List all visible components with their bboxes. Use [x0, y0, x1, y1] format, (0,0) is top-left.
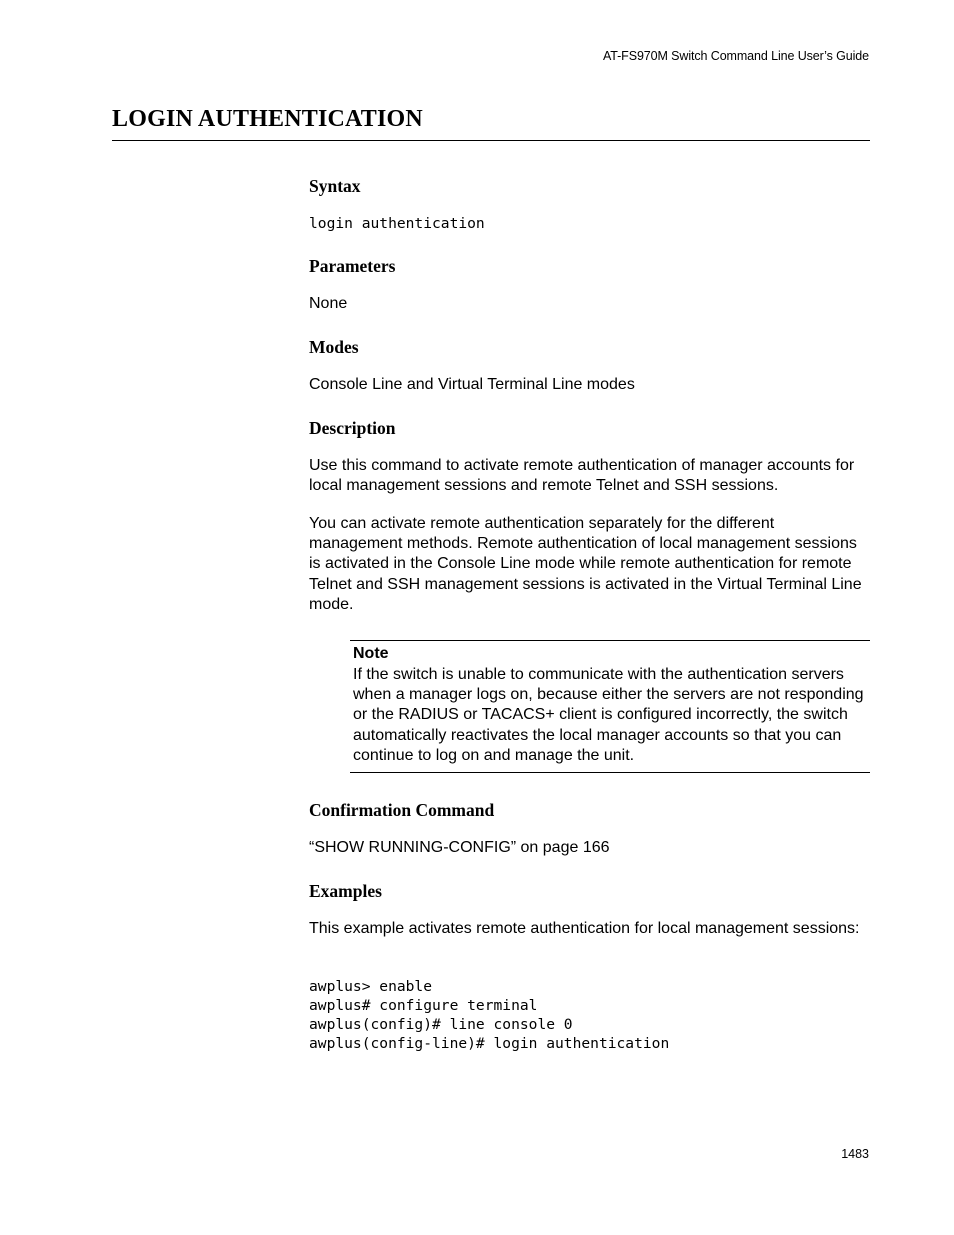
title-rule — [112, 140, 870, 141]
page-number: 1483 — [841, 1147, 869, 1161]
examples-intro: This example activates remote authentication for local management sessions: — [309, 920, 860, 937]
parameters-text: None — [309, 295, 348, 312]
example-code-line: awplus(config)# line console 0 — [309, 1016, 573, 1033]
syntax-heading: Syntax — [309, 176, 361, 196]
note-label: Note — [353, 645, 389, 662]
modes-text: Console Line and Virtual Terminal Line modes — [309, 376, 635, 393]
example-code-line: awplus# configure terminal — [309, 997, 538, 1014]
parameters-heading: Parameters — [309, 256, 396, 276]
note-box — [350, 640, 870, 773]
confirmation-heading: Confirmation Command — [309, 800, 495, 820]
syntax-code: login authentication — [309, 215, 485, 232]
description-paragraph-2: You can activate remote authentication separately for the different management methods. Remote authentication of local management sessions is activated in the Console Line mode while remote authentication for remote Telnet and SSH management sessions is activated in the Virtual Terminal Line mode. — [309, 515, 862, 613]
page-title: LOGIN AUTHENTICATION — [112, 106, 423, 132]
examples-heading: Examples — [309, 881, 382, 901]
modes-heading: Modes — [309, 337, 359, 357]
running-header: AT-FS970M Switch Command Line User’s Guide — [602, 49, 869, 63]
description-paragraph-1: Use this command to activate remote authentication of manager accounts for local management sessions and remote Telnet and SSH sessions. — [309, 457, 855, 495]
note-text: If the switch is unable to communicate with the authentication servers when a manager logs on, because either the servers are not responding or the RADIUS or TACACS+ client is configured incorrectly, the switch automatically reactivates the local manager accounts so that you can continue to log on and manage the unit. — [353, 666, 864, 764]
example-code-line: awplus(config-line)# login authentication — [309, 1035, 670, 1052]
confirmation-text: “SHOW RUNNING-CONFIG” on page 166 — [309, 839, 610, 856]
example-code-line: awplus> enable — [309, 978, 433, 995]
description-heading: Description — [309, 418, 396, 438]
